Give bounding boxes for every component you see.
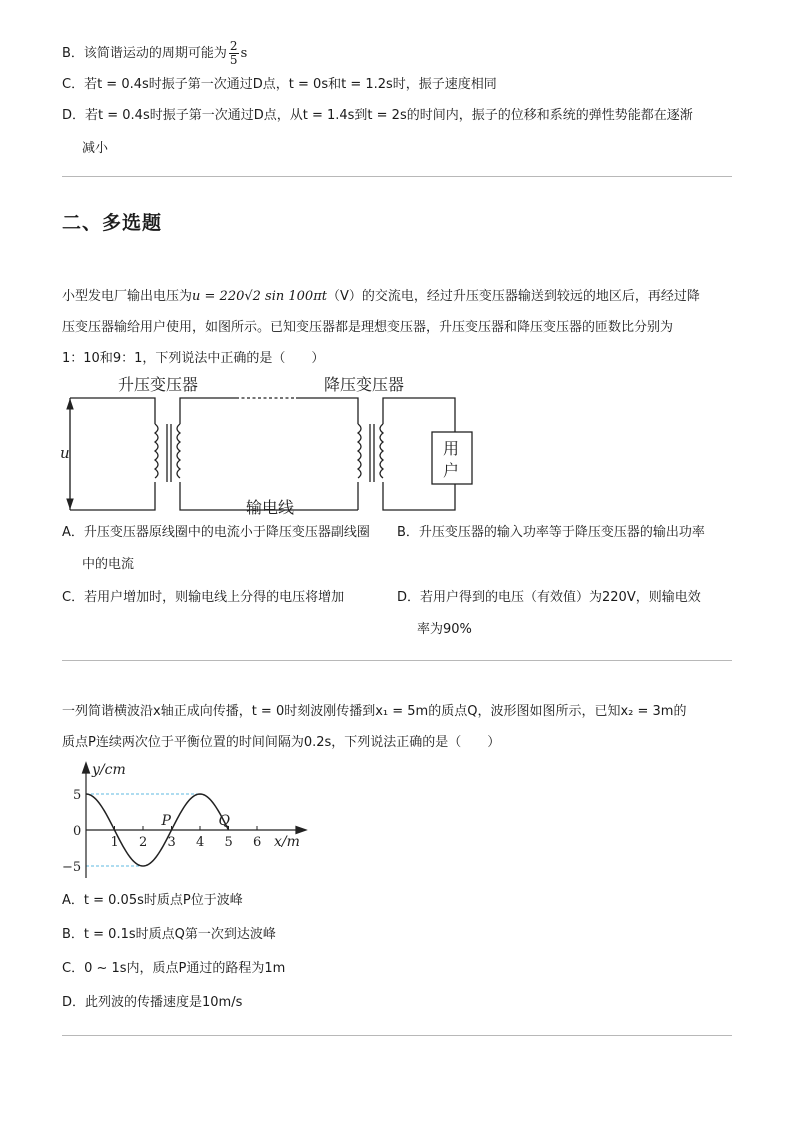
transformer-option-d-line1: D．若用户得到的电压（有效值）为220V，则输电效 — [397, 590, 701, 605]
section-heading: 二、多选题 — [62, 212, 163, 234]
prev-option-d-line1: D．若t = 0.4s时振子第一次通过D点，从t = 1.4s到t = 2s的时间内，振子的位移和系统的弹性势能都在逐渐 — [62, 108, 693, 123]
y-axis-label: y/cm — [92, 762, 126, 778]
divider — [62, 1035, 732, 1036]
step-up-label: 升压变压器 — [118, 375, 199, 394]
transformer-option-d-line2: 率为90% — [417, 622, 472, 637]
wave-option-a: A．t = 0.05s时质点P位于波峰 — [62, 893, 243, 908]
prev-option-b: B．该简谐运动的周期可能为 $\frac{2}{5}$ s — [62, 39, 248, 67]
x-tick-label: 1 — [110, 835, 119, 850]
wave-option-c: C．0 ~ 1s内，质点P通过的路程为1m — [62, 961, 286, 976]
point-q-label: Q — [218, 813, 230, 829]
x-tick-label: 5 — [224, 835, 233, 850]
voltage-formula: u = 220√2 sin 100πt — [192, 289, 327, 304]
wave-chart — [62, 758, 322, 883]
y-tick-label: 0 — [73, 824, 82, 839]
transformer-diagram — [58, 372, 478, 520]
point-p-label: P — [161, 813, 171, 829]
user-label-2: 户 — [443, 461, 460, 480]
transformer-option-b: B．升压变压器的输入功率等于降压变压器的输出功率 — [397, 525, 705, 540]
divider — [62, 176, 732, 177]
wave-question-line2: 质点P连续两次位于平衡位置的时间间隔为0.2s，下列说法正确的是（ ） — [62, 735, 501, 750]
y-tick-label: 5 — [73, 788, 82, 803]
transformer-option-a-line1: A．升压变压器原线圈中的电流小于降压变压器副线圈 — [62, 525, 370, 540]
power-line-label: 输电线 — [246, 498, 295, 517]
transformer-question-line1: 小型发电厂输出电压为u = 220√2 sin 100πt（V）的交流电，经过升压变压器输送到较远的地区后，再经过降 — [62, 289, 700, 304]
prev-option-d-line2: 减小 — [82, 141, 109, 156]
wave-option-b: B．t = 0.1s时质点Q第一次到达波峰 — [62, 927, 276, 942]
transformer-option-c: C．若用户增加时，则输电线上分得的电压将增加 — [62, 590, 345, 605]
x-tick-label: 3 — [167, 835, 176, 850]
step-down-label: 降压变压器 — [324, 375, 405, 394]
prev-option-b-text: B．该简谐运动的周期可能为 — [62, 46, 227, 61]
u-label: u — [60, 444, 70, 462]
divider — [62, 660, 732, 661]
transformer-question-line2: 压变压器输给用户使用，如图所示。已知变压器都是理想变压器，升压变压器和降压变压器的匝数比分别为 — [62, 320, 674, 335]
y-tick-label: −5 — [62, 860, 82, 875]
x-tick-label: 6 — [253, 835, 262, 850]
x-tick-label: 2 — [139, 835, 148, 850]
wave-option-d: D．此列波的传播速度是10m/s — [62, 995, 243, 1010]
period-fraction: $\frac{2}{5}$ — [229, 39, 238, 67]
user-label-1: 用 — [443, 439, 460, 458]
prev-option-c: C．若t = 0.4s时振子第一次通过D点，t = 0s和t = 1.2s时，振子速度相同 — [62, 77, 497, 92]
x-axis-label: x/m — [274, 834, 300, 850]
x-tick-label: 4 — [196, 835, 205, 850]
wave-question-line1: 一列简谐横波沿x轴正成向传播，t = 0时刻波刚传播到x₁ = 5m的质点Q，波形图如图所示，已知x₂ = 3m的 — [62, 704, 687, 719]
transformer-option-a-line2: 中的电流 — [82, 557, 135, 572]
transformer-question-line3: 1：10和9：1，下列说法中正确的是（ ） — [62, 351, 325, 366]
